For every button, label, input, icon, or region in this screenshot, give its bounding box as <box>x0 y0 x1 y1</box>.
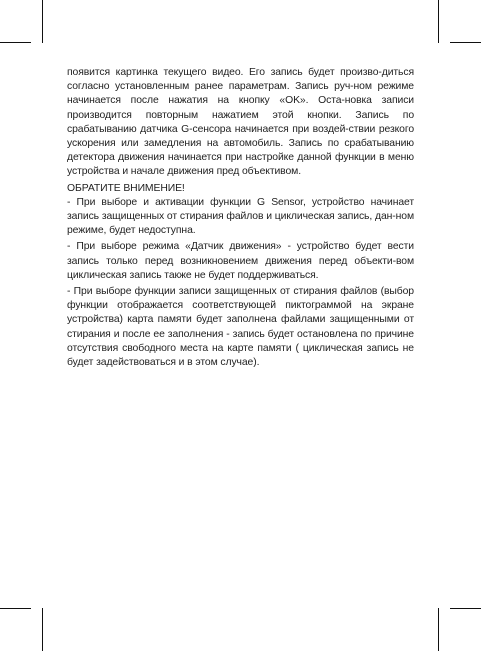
crop-mark-bottom-right-horizontal <box>450 608 481 609</box>
paragraph-motion-sensor-note: - При выборе режима «Датчик движения» - устройство будет вести запись только перед возникновением движения перед объекти-вом циклическая запись также не будет поддерживаться. <box>67 241 414 281</box>
crop-mark-top-right-vertical <box>438 0 439 43</box>
paragraph-protected-files-note: - При выборе функции записи защищенных от стирания файлов (выбор функции отображается соответствующей пиктограммой на экране устройства) карта памяти будет заполнена файлами защищенными от стирания и после ее заполнения - запись будет остановлена по причине отсутствия свободного места на карте памяти ( циклическая запись не будет задействоваться и в этом случае). <box>67 286 414 369</box>
crop-mark-top-left-vertical <box>42 0 43 43</box>
paragraph-g-sensor-note: - При выборе и активации функции G Sensor, устройство начинает запись защищенных от стирания файлов и циклическая запись, дан-ном режиме, будет недоступна. <box>67 196 414 237</box>
attention-heading: ОБРАТИТЕ ВНИМЕНИЕ! <box>67 182 185 194</box>
crop-mark-bottom-right-vertical <box>438 608 439 651</box>
crop-mark-top-right-horizontal <box>450 42 481 43</box>
crop-mark-bottom-left-vertical <box>42 608 43 651</box>
crop-mark-bottom-left-horizontal <box>0 608 31 609</box>
crop-mark-top-left-horizontal <box>0 42 31 43</box>
paragraph-intro: появится картинка текущего видео. Его запись будет произво-диться согласно установленным ранее параметрам. Запись руч-ном режиме начинается после нажатия на кнопку «OK». Оста-новка записи производится повторным нажатием этой кнопки. Запись по срабатыванию датчика G-сенсора начинается при воздей-ствии резкого ускорения или замедления на автомобиль. Запись по срабатыванию детектора движения начинается при настройке данной функции в меню устройства и начале движения пред объективом. <box>67 67 414 178</box>
document-body <box>67 66 414 370</box>
